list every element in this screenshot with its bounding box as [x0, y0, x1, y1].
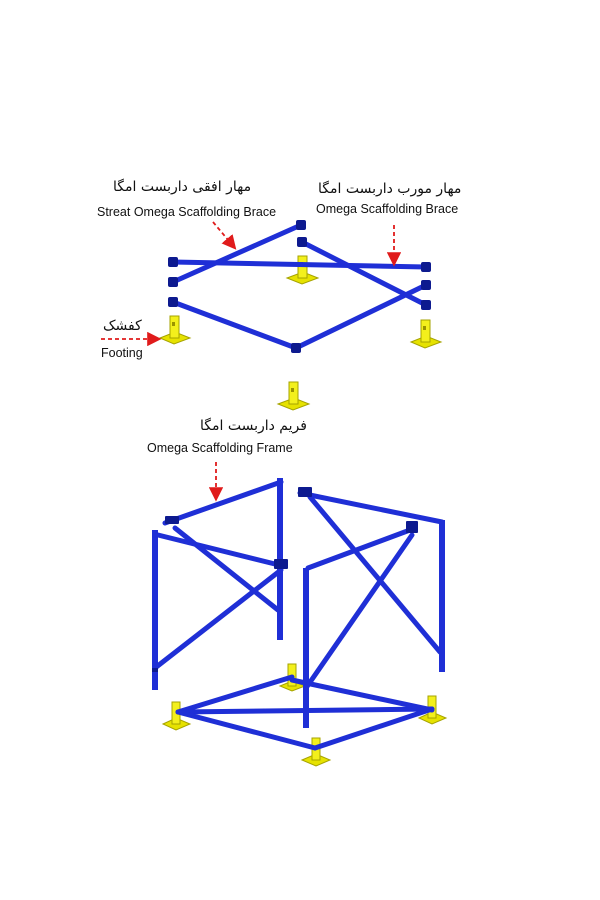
right-frame — [300, 493, 442, 728]
horizontal-brace-label-fa: مهار افقی داربست امگا — [113, 179, 252, 195]
footing-right — [411, 320, 441, 348]
diagonal-brace-label-en: Omega Scaffolding Brace — [316, 202, 459, 216]
footing-label-fa: کفشک — [103, 318, 142, 334]
footing-label-en: Footing — [101, 346, 143, 360]
horizontal-brace-arrow — [213, 222, 234, 247]
footing-back — [287, 256, 318, 284]
footing-left — [160, 316, 190, 344]
frame-label-en: Omega Scaffolding Frame — [147, 441, 293, 455]
horizontal-brace-label-en: Streat Omega Scaffolding Brace — [97, 205, 277, 219]
frame-label-fa: فریم داربست امگا — [200, 418, 307, 434]
left-frame — [155, 478, 283, 690]
footing-front — [278, 382, 309, 410]
diagonal-brace-label-fa: مهار مورب داربست امگا — [318, 181, 462, 197]
diagonal-braces — [302, 242, 426, 305]
